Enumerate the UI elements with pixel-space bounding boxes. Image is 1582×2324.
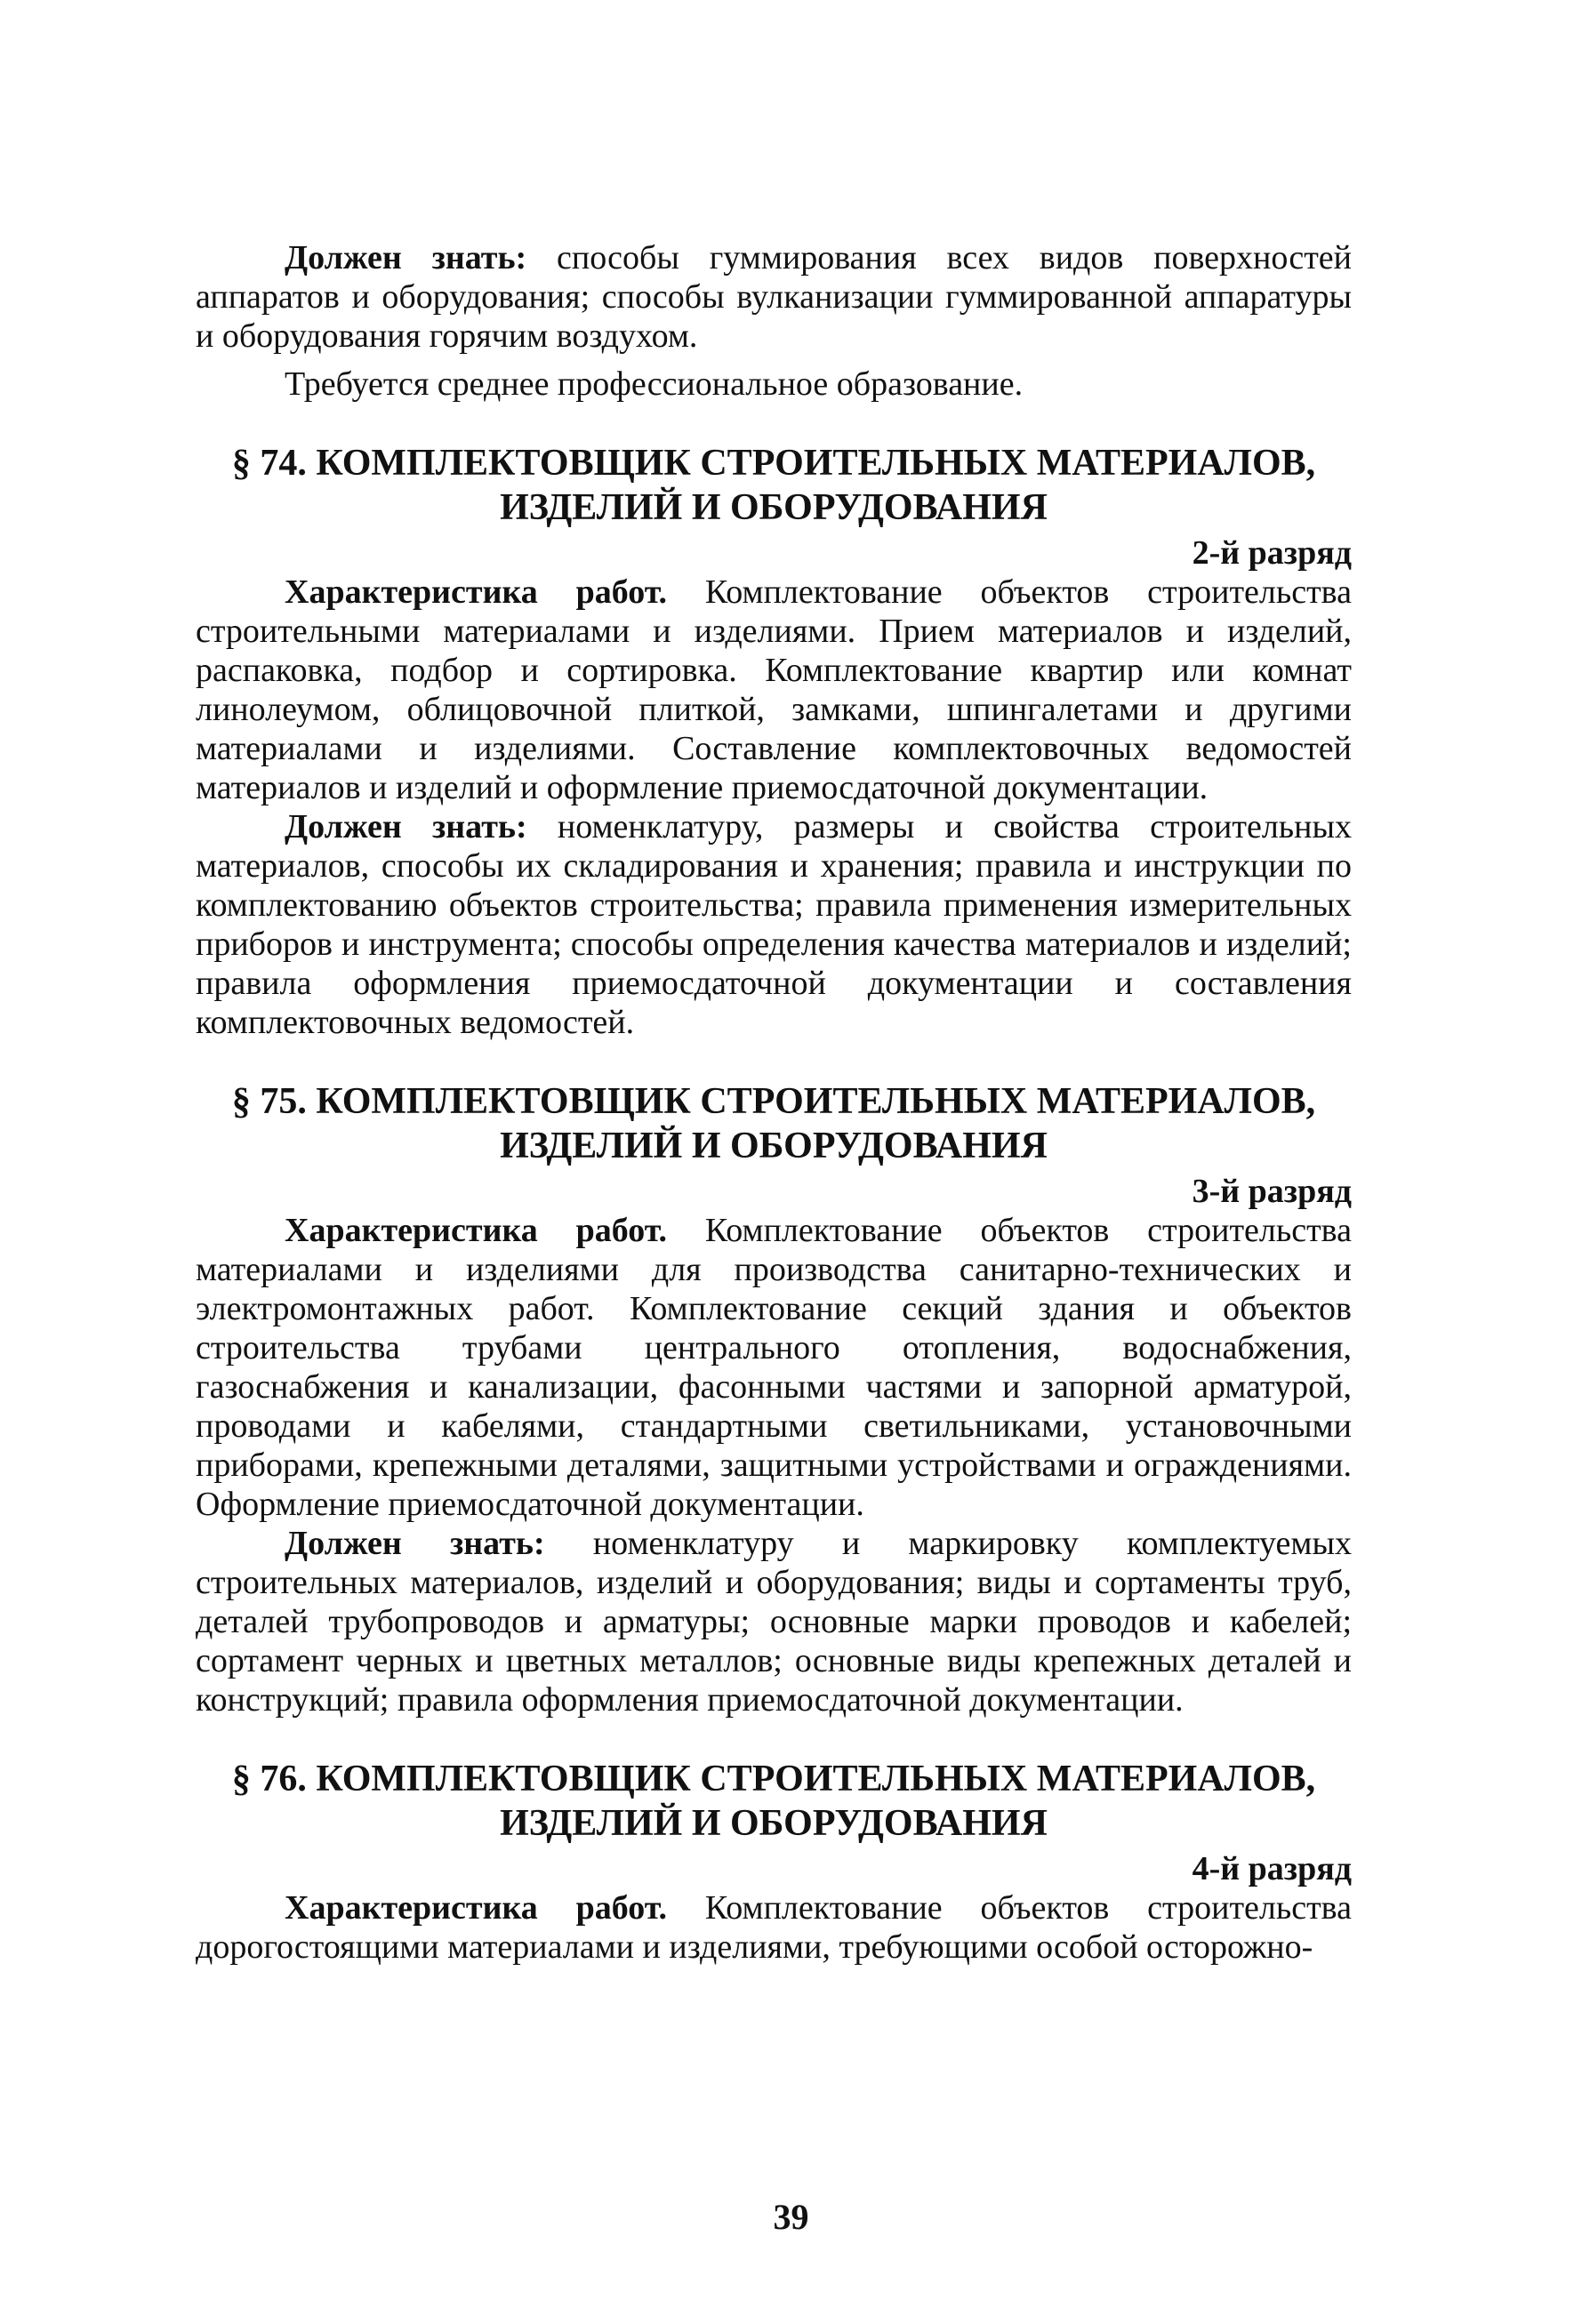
section-76-title bbox=[196, 1757, 1352, 1846]
page-body bbox=[196, 238, 1352, 1967]
section-74-characteristics bbox=[196, 573, 1352, 807]
must-know-text: способы гуммирования всех видов поверхностей аппаратов и оборудования; способы вулканизации гуммированной аппаратуры и оборудования горячим воздухом. bbox=[196, 239, 1353, 355]
section-76-characteristics bbox=[196, 1888, 1352, 1967]
page-number: 39 bbox=[773, 2197, 809, 2237]
must-know-text: номенклатуру, размеры и свойства строительных материалов, способы их складирования и хранения; правила и инструкции по комплектованию объектов строительства; правила применения измерительных приборов и инструмента; способы определения качества материалов и изделий; правила оформления приемосдаточной документации и составления комплектовочных ведомостей. bbox=[196, 808, 1352, 1041]
must-know-lead: Должен знать: bbox=[285, 239, 527, 276]
section-75-characteristics bbox=[196, 1211, 1352, 1524]
must-know-lead: Должен знать: bbox=[285, 808, 527, 845]
section-title-line: ИЗДЕЛИЙ И ОБОРУДОВАНИЯ bbox=[500, 487, 1048, 528]
characteristics-lead: Характеристика работ. bbox=[285, 1889, 668, 1927]
section-75-grade: 3-й разряд bbox=[1192, 1173, 1352, 1210]
section-title-line: § 74. КОМПЛЕКТОВЩИК СТРОИТЕЛЬНЫХ МАТЕРИАЛОВ, bbox=[231, 443, 1316, 484]
characteristics-text: Комплектование объектов строительства строительными материалами и изделиями. Прием материалов и изделий, распаковка, подбор и сортировка. Комплектование квартир или комнат линолеумом, облицовочной плиткой, замками, шпингалетами и другими материалами и изделиями. Составление комплектовочных ведомостей материалов и изделий и оформление приемосдаточной документации. bbox=[196, 573, 1352, 806]
section-74-must-know bbox=[196, 807, 1352, 1042]
education-requirement: Требуется среднее профессиональное образование. bbox=[285, 365, 1024, 403]
must-know-text: номенклатуру и маркировку комплектуемых строительных материалов, изделий и оборудования; виды и сортаменты труб, деталей трубопроводов и арматуры; основные марки проводов и кабелей; сортамент черных и цветных металлов; основные виды крепежных деталей и конструкций; правила оформления приемосдаточной документации. bbox=[196, 1525, 1352, 1719]
section-title-line: § 75. КОМПЛЕКТОВЩИК СТРОИТЕЛЬНЫХ МАТЕРИАЛОВ, bbox=[231, 1081, 1316, 1122]
section-74-grade: 2-й разряд bbox=[1192, 534, 1352, 572]
section-title-line: ИЗДЕЛИЙ И ОБОРУДОВАНИЯ bbox=[500, 1803, 1048, 1844]
must-know-lead: Должен знать: bbox=[285, 1525, 545, 1562]
section-76-grade: 4-й разряд bbox=[1192, 1850, 1352, 1887]
characteristics-lead: Характеристика работ. bbox=[285, 573, 668, 611]
section-title-line: ИЗДЕЛИЙ И ОБОРУДОВАНИЯ bbox=[500, 1126, 1048, 1166]
characteristics-text: Комплектование объектов строительства дорогостоящими материалами и изделиями, требующими особой осторожно- bbox=[196, 1889, 1352, 1966]
section-75-title bbox=[196, 1079, 1352, 1168]
characteristics-text: Комплектование объектов строительства материалами и изделиями для производства санитарно-технических и электромонтажных работ. Комплектование секций здания и объектов строительства трубами центрального отопления, водоснабжения, газоснабжения и канализации, фасонными частями и запорной арматурой, проводами и кабелями, стандартными светильниками, установочными приборами, крепежными деталями, защитными устройствами и ограждениями. Оформление приемосдаточной документации. bbox=[196, 1212, 1352, 1523]
characteristics-lead: Характеристика работ. bbox=[285, 1212, 668, 1249]
section-75-must-know bbox=[196, 1524, 1352, 1719]
section-74-title bbox=[196, 441, 1352, 530]
section-title-line: § 76. КОМПЛЕКТОВЩИК СТРОИТЕЛЬНЫХ МАТЕРИАЛОВ, bbox=[231, 1759, 1316, 1799]
intro-must-know-paragraph bbox=[196, 238, 1352, 356]
